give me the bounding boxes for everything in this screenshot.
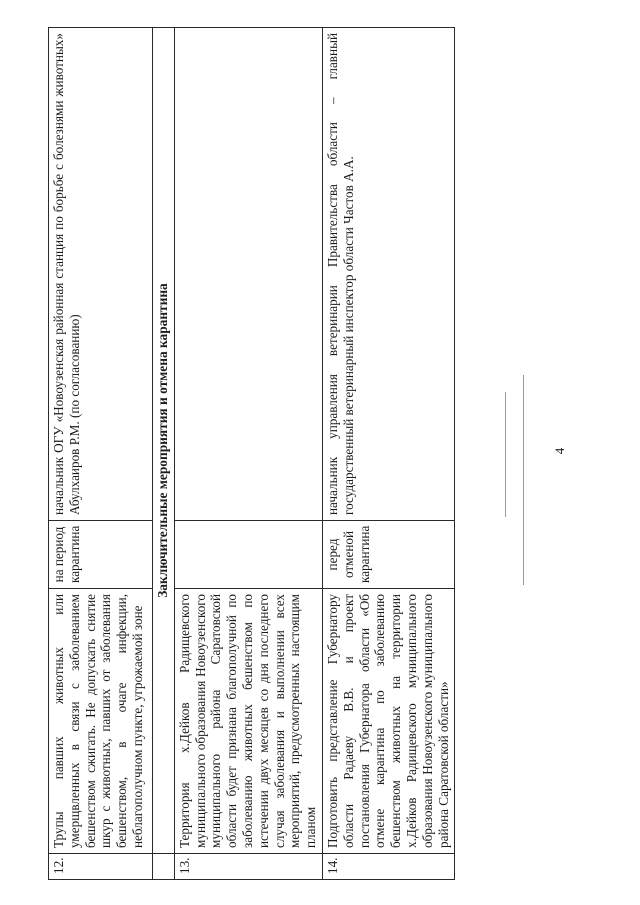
term-text: перед отменой карантина — [322, 521, 454, 589]
responsible-text: начальник управления ветеринарии Правительства области – главный государственный ветеринарный инспектор области Частов А.А. — [322, 28, 454, 521]
scan-line-mark — [523, 375, 524, 585]
row-number: 12. — [49, 854, 153, 880]
term-text — [174, 521, 322, 589]
measure-text: Территория х.Дейков Радищевского муниципального образования Новоузенского муниципального района Саратовской области будет признана благополучной по заболеванию животных бешенством по истечении двух месяцев со дня последнего случая заболевания и выполнении всех мероприятий, предусмотренных настоящим планом — [174, 589, 322, 854]
responsible-text — [174, 28, 322, 521]
row-number: 13. — [174, 854, 322, 880]
page-number: 4 — [552, 447, 567, 455]
term-text: на период карантина — [49, 521, 153, 589]
responsible-text: начальник ОГУ «Новоузенская районная станция по борьбе с болезнями животных» Абулхаиров Р.М. (по согласованию) — [49, 28, 153, 521]
measure-text: Подготовить представление Губернатору области Радаеву В.В. и проект постановления Губернатора области «Об отмене карантина по заболеванию бешенством животных на территории х.Дейков Радищевского муниципального образования Новоузенского муниципального района Саратовской области» — [322, 589, 454, 854]
table-row — [322, 28, 454, 880]
scan-line-mark — [505, 392, 506, 517]
row-number: 14. — [322, 854, 454, 880]
measures-table — [48, 27, 455, 880]
section-row — [153, 28, 175, 880]
table-row — [174, 28, 322, 880]
measure-text: Трупы павших животных или умерщвленных в связи с заболеванием бешенством сжигать. Не допускать снятие шкур с животных, павших от заболевания бешенством, в очаге инфекции, неблагополучном пункте, угрожаемой зоне — [49, 589, 153, 854]
table-row — [49, 28, 153, 880]
section-title: Заключительные мероприятия и отмена карантина — [153, 28, 175, 854]
